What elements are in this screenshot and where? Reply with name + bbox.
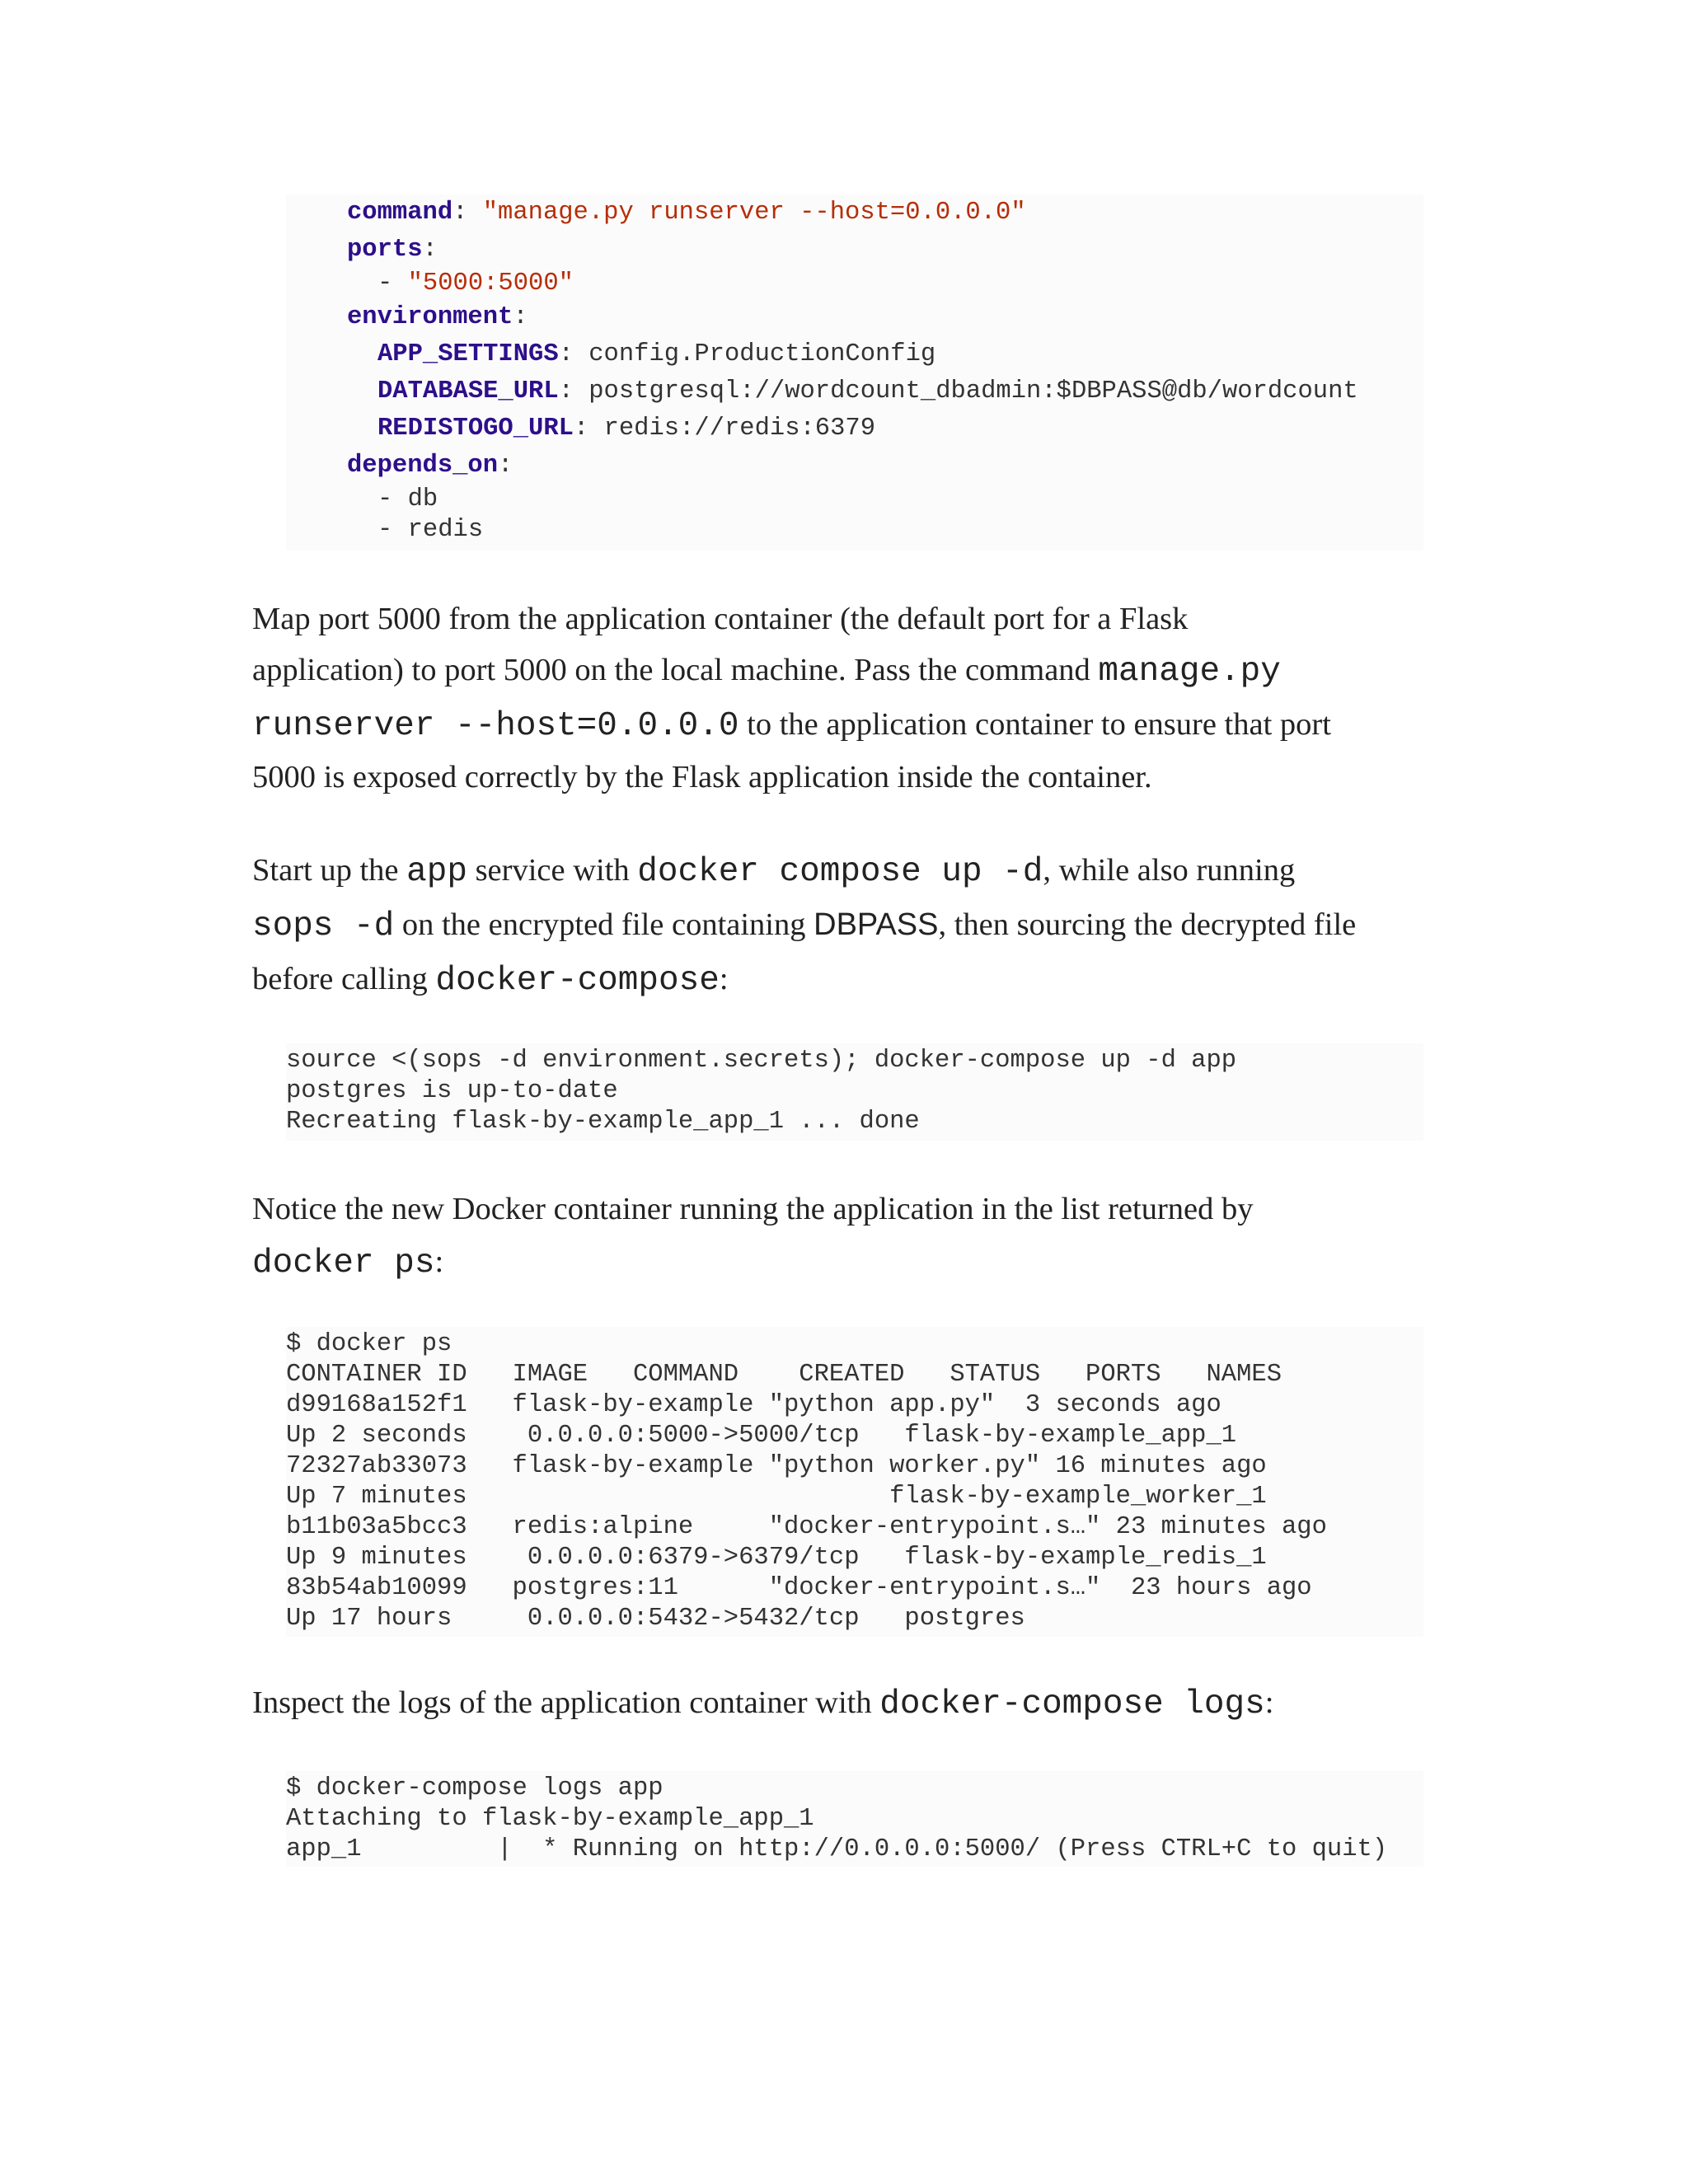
text: application) to port 5000 on the local machine. Pass the command <box>252 653 1099 687</box>
yaml-key: DATABASE_URL <box>377 377 559 405</box>
yaml-line-ports <box>347 235 438 265</box>
inline-code: sops -d <box>252 907 395 945</box>
inline-code: docker ps <box>252 1244 435 1282</box>
inline-code: docker-compose logs <box>879 1685 1265 1723</box>
yaml-line-depends-on <box>347 451 513 481</box>
paragraph-line <box>252 1188 1254 1230</box>
paragraph-line <box>252 704 1331 745</box>
text: : <box>434 1244 444 1279</box>
code-line: CONTAINER ID IMAGE COMMAND CREATED STATUS PORTS NAMES <box>286 1361 1282 1389</box>
yaml-line-port-item <box>377 269 574 299</box>
text: : <box>1264 1685 1274 1720</box>
text: : <box>719 962 729 996</box>
code-line: $ docker-compose logs app <box>286 1774 663 1802</box>
text: service with <box>467 853 638 888</box>
yaml-line-app-settings <box>377 340 935 370</box>
code-line: b11b03a5bcc3 redis:alpine "docker-entrypoint.s…" 23 minutes ago <box>286 1513 1327 1541</box>
paragraph-line <box>252 1241 443 1282</box>
yaml-sep: : <box>422 236 438 264</box>
shell-code-block-logs <box>286 1771 1423 1867</box>
code-line: Attaching to flask-by-example_app_1 <box>286 1805 814 1833</box>
inline-code: docker-compose <box>435 962 720 1000</box>
yaml-sep: : <box>452 199 483 227</box>
inline-code: runserver --host=0.0.0.0 <box>252 707 739 745</box>
yaml-string: "manage.py runserver --host=0.0.0.0" <box>482 199 1026 227</box>
yaml-line-redistogo-url <box>377 414 875 444</box>
code-line: app_1 | * Running on http://0.0.0.0:5000/ (Press CTRL+C to quit) <box>286 1835 1388 1863</box>
yaml-sep: : <box>498 452 513 480</box>
text: 5000 is exposed correctly by the Flask application inside the container. <box>252 760 1152 794</box>
yaml-sep: : <box>558 377 589 405</box>
paragraph-line <box>252 904 1356 945</box>
paragraph-line <box>252 1682 1273 1723</box>
yaml-item: - redis <box>377 516 484 544</box>
code-line: Up 9 minutes 0.0.0.0:6379->6379/tcp flask-by-example_redis_1 <box>286 1544 1267 1572</box>
yaml-key: APP_SETTINGS <box>377 340 559 368</box>
code-line: $ docker ps <box>286 1330 452 1358</box>
yaml-line-depends-db <box>377 485 438 515</box>
text: Start up the <box>252 853 407 888</box>
yaml-sep: : <box>513 303 528 331</box>
shell-code-block-compose-up <box>286 1043 1423 1141</box>
text: on the encrypted file containing <box>394 907 814 942</box>
yaml-code-block <box>286 194 1423 551</box>
code-line: Up 7 minutes flask-by-example_worker_1 <box>286 1483 1267 1511</box>
inline-code: app <box>406 853 467 891</box>
inline-code: DBPASS <box>814 907 939 942</box>
paragraph-line <box>252 598 1188 640</box>
text: Inspect the logs of the application container with <box>252 1685 880 1720</box>
yaml-value: postgresql://wordcount_dbadmin:$DBPASS@db/wordcount <box>588 377 1358 405</box>
yaml-item: - db <box>377 485 438 513</box>
yaml-key: environment <box>347 303 513 331</box>
text: Map port 5000 from the application container (the default port for a Flask <box>252 602 1189 636</box>
yaml-dash: - <box>377 269 408 298</box>
yaml-sep: : <box>558 340 589 368</box>
paragraph-line <box>252 649 1281 691</box>
yaml-sep: : <box>573 415 604 443</box>
text: Notice the new Docker container running the application in the list returned by <box>252 1192 1254 1226</box>
yaml-line-database-url <box>377 377 1358 407</box>
yaml-line-command <box>347 198 1026 228</box>
inline-code: docker compose up -d <box>637 853 1043 891</box>
shell-code-block-docker-ps <box>286 1327 1423 1637</box>
text: before calling <box>252 962 436 996</box>
paragraph-line <box>252 958 729 1000</box>
yaml-value: redis://redis:6379 <box>603 415 876 443</box>
paragraph-line <box>252 757 1152 798</box>
yaml-string: "5000:5000" <box>407 269 574 298</box>
code-line: Recreating flask-by-example_app_1 ... done <box>286 1108 920 1136</box>
text: to the application container to ensure that port <box>738 707 1331 742</box>
inline-code: manage.py <box>1098 653 1281 691</box>
code-line: Up 2 seconds 0.0.0.0:5000->5000/tcp flask-by-example_app_1 <box>286 1422 1237 1450</box>
yaml-line-depends-redis <box>377 515 483 546</box>
code-line: source <(sops -d environment.secrets); docker-compose up -d app <box>286 1047 1237 1075</box>
paragraph-line <box>252 850 1295 891</box>
text: , then sourcing the decrypted file <box>938 907 1357 942</box>
yaml-line-environment <box>347 302 528 333</box>
yaml-key: REDISTOGO_URL <box>377 415 574 443</box>
code-line: postgres is up-to-date <box>286 1077 618 1105</box>
text: , while also running <box>1043 853 1296 888</box>
yaml-key: depends_on <box>347 452 499 480</box>
yaml-key: ports <box>347 236 423 264</box>
yaml-value: config.ProductionConfig <box>588 340 936 368</box>
code-line: d99168a152f1 flask-by-example "python app.py" 3 seconds ago <box>286 1391 1221 1419</box>
code-line: 72327ab33073 flask-by-example "python worker.py" 16 minutes ago <box>286 1452 1267 1480</box>
code-line: Up 17 hours 0.0.0.0:5432->5432/tcp postgres <box>286 1605 1025 1633</box>
yaml-key: command <box>347 199 453 227</box>
code-line: 83b54ab10099 postgres:11 "docker-entrypoint.s…" 23 hours ago <box>286 1574 1312 1602</box>
